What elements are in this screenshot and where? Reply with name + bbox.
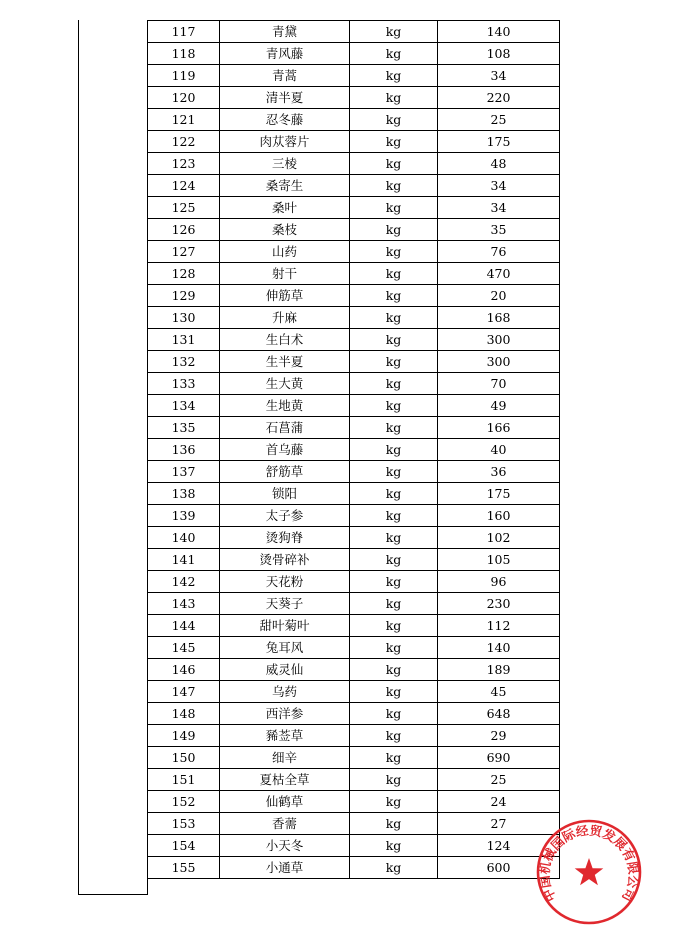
quantity-cell: 105: [438, 549, 560, 571]
quantity-cell: 168: [438, 307, 560, 329]
row-number-cell: 130: [148, 307, 220, 329]
quantity-cell: 300: [438, 351, 560, 373]
unit-cell: kg: [350, 483, 438, 505]
materials-table: [147, 20, 560, 879]
table-row: [148, 175, 560, 197]
herb-name-cell: 首乌藤: [220, 439, 350, 461]
quantity-cell: 175: [438, 483, 560, 505]
row-number-cell: 143: [148, 593, 220, 615]
quantity-cell: 112: [438, 615, 560, 637]
table-row: [148, 219, 560, 241]
table-row: [148, 549, 560, 571]
quantity-cell: 690: [438, 747, 560, 769]
quantity-cell: 600: [438, 857, 560, 879]
unit-cell: kg: [350, 593, 438, 615]
row-number-cell: 136: [148, 439, 220, 461]
table-row: [148, 197, 560, 219]
row-number-cell: 127: [148, 241, 220, 263]
row-number-cell: 131: [148, 329, 220, 351]
table-row: [148, 21, 560, 43]
unit-cell: kg: [350, 769, 438, 791]
row-number-cell: 149: [148, 725, 220, 747]
table-row: [148, 461, 560, 483]
row-number-cell: 145: [148, 637, 220, 659]
row-number-cell: 135: [148, 417, 220, 439]
unit-cell: kg: [350, 307, 438, 329]
company-seal: [535, 818, 643, 926]
table-row: [148, 835, 560, 857]
unit-cell: kg: [350, 549, 438, 571]
row-number-cell: 148: [148, 703, 220, 725]
quantity-cell: 34: [438, 175, 560, 197]
row-number-cell: 120: [148, 87, 220, 109]
row-number-cell: 132: [148, 351, 220, 373]
row-number-cell: 122: [148, 131, 220, 153]
unit-cell: kg: [350, 395, 438, 417]
herb-name-cell: 太子参: [220, 505, 350, 527]
row-number-cell: 142: [148, 571, 220, 593]
row-number-cell: 138: [148, 483, 220, 505]
table-row: [148, 439, 560, 461]
table-row: [148, 65, 560, 87]
table-row: [148, 505, 560, 527]
table-row: [148, 813, 560, 835]
unit-cell: kg: [350, 351, 438, 373]
quantity-cell: 40: [438, 439, 560, 461]
herb-name-cell: 桑叶: [220, 197, 350, 219]
row-number-cell: 147: [148, 681, 220, 703]
table-row: [148, 857, 560, 879]
table-row: [148, 791, 560, 813]
table-row: [148, 527, 560, 549]
quantity-cell: 220: [438, 87, 560, 109]
quantity-cell: 20: [438, 285, 560, 307]
unit-cell: kg: [350, 65, 438, 87]
row-number-cell: 128: [148, 263, 220, 285]
quantity-cell: 140: [438, 637, 560, 659]
table-body: [148, 21, 560, 879]
unit-cell: kg: [350, 131, 438, 153]
quantity-cell: 470: [438, 263, 560, 285]
row-number-cell: 134: [148, 395, 220, 417]
table-row: [148, 43, 560, 65]
unit-cell: kg: [350, 285, 438, 307]
herb-name-cell: 乌药: [220, 681, 350, 703]
unit-cell: kg: [350, 439, 438, 461]
herb-name-cell: 伸筋草: [220, 285, 350, 307]
row-number-cell: 141: [148, 549, 220, 571]
herb-name-cell: 甜叶菊叶: [220, 615, 350, 637]
quantity-cell: 300: [438, 329, 560, 351]
herb-name-cell: 小通草: [220, 857, 350, 879]
quantity-cell: 102: [438, 527, 560, 549]
unit-cell: kg: [350, 505, 438, 527]
merged-category-column: [78, 20, 148, 895]
herb-name-cell: 舒筋草: [220, 461, 350, 483]
herb-name-cell: 生半夏: [220, 351, 350, 373]
row-number-cell: 154: [148, 835, 220, 857]
table-row: [148, 373, 560, 395]
herb-name-cell: 烫骨碎补: [220, 549, 350, 571]
herb-name-cell: 石菖蒲: [220, 417, 350, 439]
row-number-cell: 137: [148, 461, 220, 483]
table-row: [148, 725, 560, 747]
table-row: [148, 87, 560, 109]
unit-cell: kg: [350, 615, 438, 637]
row-number-cell: 150: [148, 747, 220, 769]
quantity-cell: 124: [438, 835, 560, 857]
unit-cell: kg: [350, 637, 438, 659]
herb-name-cell: 肉苁蓉片: [220, 131, 350, 153]
quantity-cell: 189: [438, 659, 560, 681]
quantity-cell: 25: [438, 769, 560, 791]
table-row: [148, 109, 560, 131]
quantity-cell: 24: [438, 791, 560, 813]
herb-name-cell: 生白术: [220, 329, 350, 351]
row-number-cell: 153: [148, 813, 220, 835]
herb-name-cell: 青蒿: [220, 65, 350, 87]
table-row: [148, 593, 560, 615]
quantity-cell: 35: [438, 219, 560, 241]
quantity-cell: 108: [438, 43, 560, 65]
unit-cell: kg: [350, 263, 438, 285]
unit-cell: kg: [350, 21, 438, 43]
table-row: [148, 285, 560, 307]
table-row: [148, 571, 560, 593]
unit-cell: kg: [350, 835, 438, 857]
quantity-cell: 36: [438, 461, 560, 483]
quantity-cell: 648: [438, 703, 560, 725]
table-row: [148, 483, 560, 505]
quantity-cell: 175: [438, 131, 560, 153]
row-number-cell: 144: [148, 615, 220, 637]
quantity-cell: 140: [438, 21, 560, 43]
herb-name-cell: 升麻: [220, 307, 350, 329]
quantity-cell: 76: [438, 241, 560, 263]
quantity-cell: 49: [438, 395, 560, 417]
table-row: [148, 615, 560, 637]
unit-cell: kg: [350, 747, 438, 769]
table-row: [148, 659, 560, 681]
unit-cell: kg: [350, 681, 438, 703]
herb-name-cell: 射干: [220, 263, 350, 285]
quantity-cell: 70: [438, 373, 560, 395]
row-number-cell: 139: [148, 505, 220, 527]
herb-name-cell: 仙鹤草: [220, 791, 350, 813]
herb-name-cell: 桑寄生: [220, 175, 350, 197]
herb-name-cell: 天葵子: [220, 593, 350, 615]
herb-name-cell: 山药: [220, 241, 350, 263]
row-number-cell: 123: [148, 153, 220, 175]
row-number-cell: 129: [148, 285, 220, 307]
table-row: [148, 703, 560, 725]
table-row: [148, 769, 560, 791]
herb-name-cell: 兔耳风: [220, 637, 350, 659]
unit-cell: kg: [350, 813, 438, 835]
herb-name-cell: 三棱: [220, 153, 350, 175]
row-number-cell: 133: [148, 373, 220, 395]
row-number-cell: 146: [148, 659, 220, 681]
unit-cell: kg: [350, 571, 438, 593]
row-number-cell: 121: [148, 109, 220, 131]
herb-name-cell: 锁阳: [220, 483, 350, 505]
unit-cell: kg: [350, 857, 438, 879]
unit-cell: kg: [350, 417, 438, 439]
unit-cell: kg: [350, 791, 438, 813]
herb-name-cell: 青黛: [220, 21, 350, 43]
row-number-cell: 152: [148, 791, 220, 813]
herb-name-cell: 细辛: [220, 747, 350, 769]
herb-name-cell: 烫狗脊: [220, 527, 350, 549]
unit-cell: kg: [350, 219, 438, 241]
quantity-cell: 34: [438, 197, 560, 219]
row-number-cell: 125: [148, 197, 220, 219]
table-row: [148, 747, 560, 769]
table-row: [148, 637, 560, 659]
unit-cell: kg: [350, 659, 438, 681]
unit-cell: kg: [350, 329, 438, 351]
unit-cell: kg: [350, 175, 438, 197]
table-row: [148, 153, 560, 175]
herb-name-cell: 西洋参: [220, 703, 350, 725]
quantity-cell: 166: [438, 417, 560, 439]
quantity-cell: 230: [438, 593, 560, 615]
table-row: [148, 329, 560, 351]
herb-name-cell: 忍冬藤: [220, 109, 350, 131]
table-row: [148, 417, 560, 439]
unit-cell: kg: [350, 241, 438, 263]
row-number-cell: 155: [148, 857, 220, 879]
herb-name-cell: 青风藤: [220, 43, 350, 65]
quantity-cell: 25: [438, 109, 560, 131]
quantity-cell: 48: [438, 153, 560, 175]
herb-name-cell: 小天冬: [220, 835, 350, 857]
table-row: [148, 241, 560, 263]
unit-cell: kg: [350, 527, 438, 549]
herb-name-cell: 夏枯全草: [220, 769, 350, 791]
unit-cell: kg: [350, 725, 438, 747]
herb-name-cell: 清半夏: [220, 87, 350, 109]
quantity-cell: 29: [438, 725, 560, 747]
row-number-cell: 126: [148, 219, 220, 241]
herb-name-cell: 天花粉: [220, 571, 350, 593]
row-number-cell: 119: [148, 65, 220, 87]
unit-cell: kg: [350, 703, 438, 725]
herb-name-cell: 生大黄: [220, 373, 350, 395]
herb-name-cell: 生地黄: [220, 395, 350, 417]
row-number-cell: 117: [148, 21, 220, 43]
quantity-cell: 27: [438, 813, 560, 835]
quantity-cell: 45: [438, 681, 560, 703]
unit-cell: kg: [350, 87, 438, 109]
table-row: [148, 307, 560, 329]
row-number-cell: 151: [148, 769, 220, 791]
star-icon: [575, 858, 604, 885]
table-row: [148, 395, 560, 417]
table-row: [148, 263, 560, 285]
seal-text: 中国机械国际经贸发展有限公司: [536, 822, 642, 905]
herb-name-cell: 威灵仙: [220, 659, 350, 681]
table-row: [148, 681, 560, 703]
unit-cell: kg: [350, 43, 438, 65]
unit-cell: kg: [350, 461, 438, 483]
herb-name-cell: 桑枝: [220, 219, 350, 241]
row-number-cell: 140: [148, 527, 220, 549]
quantity-cell: 96: [438, 571, 560, 593]
herb-name-cell: 豨莶草: [220, 725, 350, 747]
unit-cell: kg: [350, 197, 438, 219]
quantity-cell: 34: [438, 65, 560, 87]
unit-cell: kg: [350, 373, 438, 395]
row-number-cell: 124: [148, 175, 220, 197]
herb-name-cell: 香薷: [220, 813, 350, 835]
row-number-cell: 118: [148, 43, 220, 65]
quantity-cell: 160: [438, 505, 560, 527]
unit-cell: kg: [350, 109, 438, 131]
table-row: [148, 351, 560, 373]
unit-cell: kg: [350, 153, 438, 175]
table-row: [148, 131, 560, 153]
